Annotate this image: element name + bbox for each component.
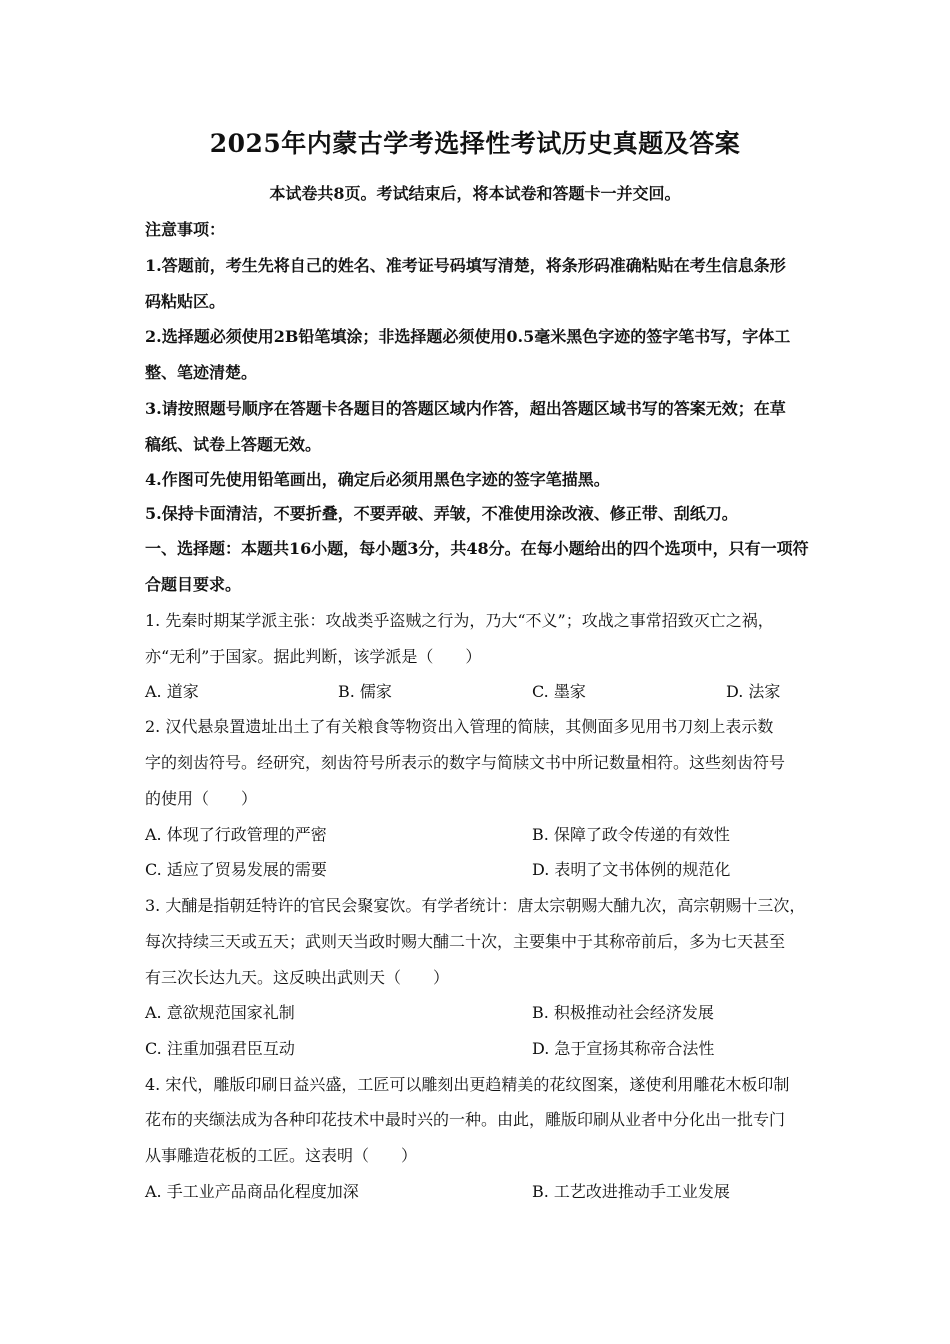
- section-1-heading: 一、选择题：本题共16小题，每小题3分，共48分。在每小题给出的四个选项中，只有一项符: [145, 539, 809, 558]
- q2-stem-line-3: 的使用（ ）: [145, 789, 258, 808]
- notice-item-1-cont: 码粘贴区。: [145, 292, 226, 311]
- q3-option-c: C. 注重加强君臣互动: [145, 1039, 295, 1058]
- q4-option-a: A. 手工业产品商品化程度加深: [145, 1182, 359, 1201]
- q4-option-b: B. 工艺改进推动手工业发展: [532, 1182, 730, 1201]
- notice-item-2-cont: 整、笔迹清楚。: [145, 363, 258, 382]
- q3-option-d: D. 急于宣扬其称帝合法性: [532, 1039, 715, 1058]
- q2-stem-line-2: 字的刻齿符号。经研究，刻齿符号所表示的数字与简牍文书中所记数量相符。这些刻齿符号: [145, 753, 786, 772]
- q3-option-b: B. 积极推动社会经济发展: [532, 1003, 714, 1022]
- q3-stem-line-2: 每次持续三天或五天；武则天当政时赐大酺二十次，主要集中于其称帝前后，多为七天甚至: [145, 932, 786, 951]
- notice-item-1: 1.答题前，考生先将自己的姓名、准考证号码填写清楚，将条形码准确粘贴在考生信息条形: [145, 256, 786, 275]
- section-1-heading-cont: 合题目要求。: [145, 575, 242, 594]
- q1-stem-line-1: 1. 先秦时期某学派主张：攻战类乎盗贼之行为，乃大“不义”；攻战之事常招致灭亡之祸，: [145, 611, 774, 630]
- notice-item-3: 3.请按照题号顺序在答题卡各题目的答题区域内作答，超出答题区域书写的答案无效；在草: [145, 399, 786, 418]
- q1-stem-line-2: 亦“无利”于国家。据此判断，该学派是（ ）: [145, 647, 482, 666]
- q4-stem-line-2: 花布的夹缬法成为各种印花技术中最时兴的一种。由此，雕版印刷从业者中分化出一批专门: [145, 1110, 786, 1129]
- q3-stem-line-3: 有三次长达九天。这反映出武则天（ ）: [145, 968, 450, 987]
- q2-option-d: D. 表明了文书体例的规范化: [532, 860, 731, 879]
- notice-item-4: 4.作图可先使用铅笔画出，确定后必须用黑色字迹的签字笔描黑。: [145, 470, 610, 489]
- q1-option-a: A. 道家: [145, 682, 199, 701]
- intro-text: 本试卷共8页。考试结束后，将本试卷和答题卡一并交回。: [269, 184, 681, 203]
- q2-option-a: A. 体现了行政管理的严密: [145, 825, 327, 844]
- q1-option-b: B. 儒家: [338, 682, 392, 701]
- notice-heading: 注意事项：: [145, 220, 226, 239]
- q4-stem-line-3: 从事雕造花板的工匠。这表明（ ）: [145, 1146, 418, 1165]
- notice-item-3-cont: 稿纸、试卷上答题无效。: [145, 435, 322, 454]
- document-title: 2025年内蒙古学考选择性考试历史真题及答案: [209, 129, 741, 158]
- q1-option-c: C. 墨家: [532, 682, 586, 701]
- notice-item-2: 2.选择题必须使用2B铅笔填涂；非选择题必须使用0.5毫米黑色字迹的签字笔书写，字体工: [145, 327, 791, 346]
- q3-option-a: A. 意欲规范国家礼制: [145, 1003, 295, 1022]
- q1-option-d: D. 法家: [726, 682, 781, 701]
- q3-stem-line-1: 3. 大酺是指朝廷特许的官民会聚宴饮。有学者统计：唐太宗朝赐大酺九次，高宗朝赐十三次，: [145, 896, 806, 915]
- q2-option-c: C. 适应了贸易发展的需要: [145, 860, 327, 879]
- q4-stem-line-1: 4. 宋代，雕版印刷日益兴盛，工匠可以雕刻出更趋精美的花纹图案，遂使利用雕花木板印制: [145, 1075, 790, 1094]
- q2-option-b: B. 保障了政令传递的有效性: [532, 825, 730, 844]
- q2-stem-line-1: 2. 汉代悬泉置遗址出土了有关粮食等物资出入管理的简牍，其侧面多见用书刀刻上表示数: [145, 717, 774, 736]
- notice-item-5: 5.保持卡面清洁，不要折叠，不要弄破、弄皱，不准使用涂改液、修正带、刮纸刀。: [145, 504, 738, 523]
